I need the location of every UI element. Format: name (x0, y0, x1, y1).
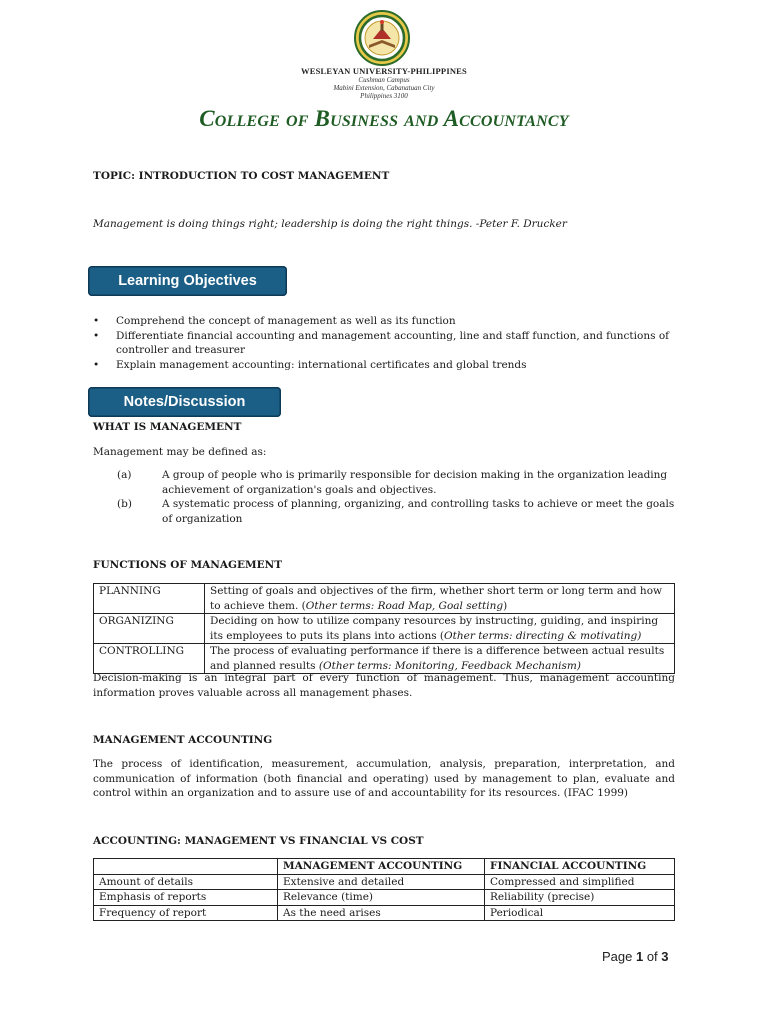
notes-discussion-label (88, 387, 281, 417)
bullet-icon: • (93, 329, 100, 342)
page-total: 3 (661, 949, 669, 964)
definition-b (117, 497, 677, 526)
function-name: CONTROLLING (94, 644, 205, 674)
quote: Management is doing things right; leadership is doing the right things. -Peter F. Drucker (93, 218, 567, 230)
definition-label: (a) (117, 469, 132, 481)
table-cell: Emphasis of reports (94, 890, 278, 906)
function-name: PLANNING (94, 584, 205, 614)
mgmt-accounting-heading: MANAGEMENT ACCOUNTING (93, 734, 273, 746)
college-title: College of Business and Accountancy (199, 106, 569, 131)
objective-text: Explain management accounting: international certificates and global trends (116, 358, 527, 371)
function-desc: The process of evaluating performance if there is a difference between actual results and planned results (Other terms: Monitoring, Feedback Mechanism) (205, 644, 675, 674)
learning-objectives-text: Learning Objectives (118, 273, 257, 289)
objective-item (93, 358, 678, 373)
campus-line: Cushman Campus (358, 76, 410, 84)
definition-label: (b) (117, 498, 132, 510)
comparison-table (93, 858, 675, 921)
definition-text: A group of people who is primarily responsible for decision making in the organization leading achievement of organization's goals and objectives. (162, 469, 668, 496)
table-cell: Compressed and simplified (485, 874, 675, 890)
column-header (94, 859, 278, 875)
functions-table (93, 583, 675, 674)
university-seal-logo (349, 9, 415, 67)
column-header: FINANCIAL ACCOUNTING (485, 859, 675, 875)
mgmt-accounting-body: The process of identification, measurement, accumulation, analysis, preparation, interpretation, and communication of information (both financial and operating) used by management to plan, evaluate and control within an organization and to assure use of and accountability for its resources. (IFAC 1999) (93, 758, 675, 799)
what-is-intro: Management may be defined as: (93, 446, 267, 458)
objective-text: Comprehend the concept of management as well as its function (116, 315, 456, 327)
function-desc: Setting of goals and objectives of the firm, whether short term or long term and how to achieve them. (Other terms: Road Map, Goal setting) (205, 584, 675, 614)
learning-objectives-label (88, 266, 287, 296)
table-row (94, 614, 675, 644)
page-current: 1 (635, 949, 644, 964)
objective-item (93, 329, 678, 358)
objectives-list (93, 314, 678, 372)
table-cell: Amount of details (94, 874, 278, 890)
table-row (94, 905, 675, 921)
functions-heading: FUNCTIONS OF MANAGEMENT (93, 559, 283, 571)
table-cell: Relevance (time) (278, 890, 485, 906)
what-is-heading: WHAT IS MANAGEMENT (93, 421, 242, 433)
table-row (94, 890, 675, 906)
objective-text: Differentiate financial accounting and management accounting, line and staff function, and functions of controller and treasurer (116, 329, 670, 356)
column-header: MANAGEMENT ACCOUNTING (278, 859, 485, 875)
table-cell: Periodical (485, 905, 675, 921)
functions-note: Decision-making is an integral part of every function of management. Thus, management accounting information proves valuable across all management phases. (93, 672, 675, 699)
table-cell: Extensive and detailed (278, 874, 485, 890)
notes-discussion-text: Notes/Discussion (123, 394, 246, 410)
function-name: ORGANIZING (94, 614, 205, 644)
topic-heading: TOPIC: INTRODUCTION TO COST MANAGEMENT (93, 170, 390, 182)
function-desc: Deciding on how to utilize company resources by instructing, guiding, and inspiring its employees to puts its plans into actions (Other terms: directing & motivating) (205, 614, 675, 644)
address-line-2: Philippines 3100 (360, 92, 408, 100)
table-cell: As the need arises (278, 905, 485, 921)
table-cell: Frequency of report (94, 905, 278, 921)
university-name: WESLEYAN UNIVERSITY-PHILIPPINES (301, 66, 467, 76)
address-line-1: Mabini Extension, Cabanatuan City (333, 84, 435, 92)
comparison-heading: ACCOUNTING: MANAGEMENT VS FINANCIAL VS COST (93, 835, 424, 847)
table-row (94, 874, 675, 890)
definition-a (117, 468, 677, 497)
table-header-row (94, 859, 675, 875)
table-row (94, 584, 675, 614)
page-prefix: Page (602, 949, 636, 964)
objective-item (93, 314, 678, 329)
bullet-icon: • (93, 315, 100, 327)
page-sep: of (643, 949, 662, 964)
page-number (602, 949, 669, 964)
bullet-icon: • (93, 358, 100, 371)
table-cell: Reliability (precise) (485, 890, 675, 906)
table-row (94, 644, 675, 674)
definition-text: A systematic process of planning, organizing, and controlling tasks to achieve or meet the goals of organization (162, 498, 675, 525)
